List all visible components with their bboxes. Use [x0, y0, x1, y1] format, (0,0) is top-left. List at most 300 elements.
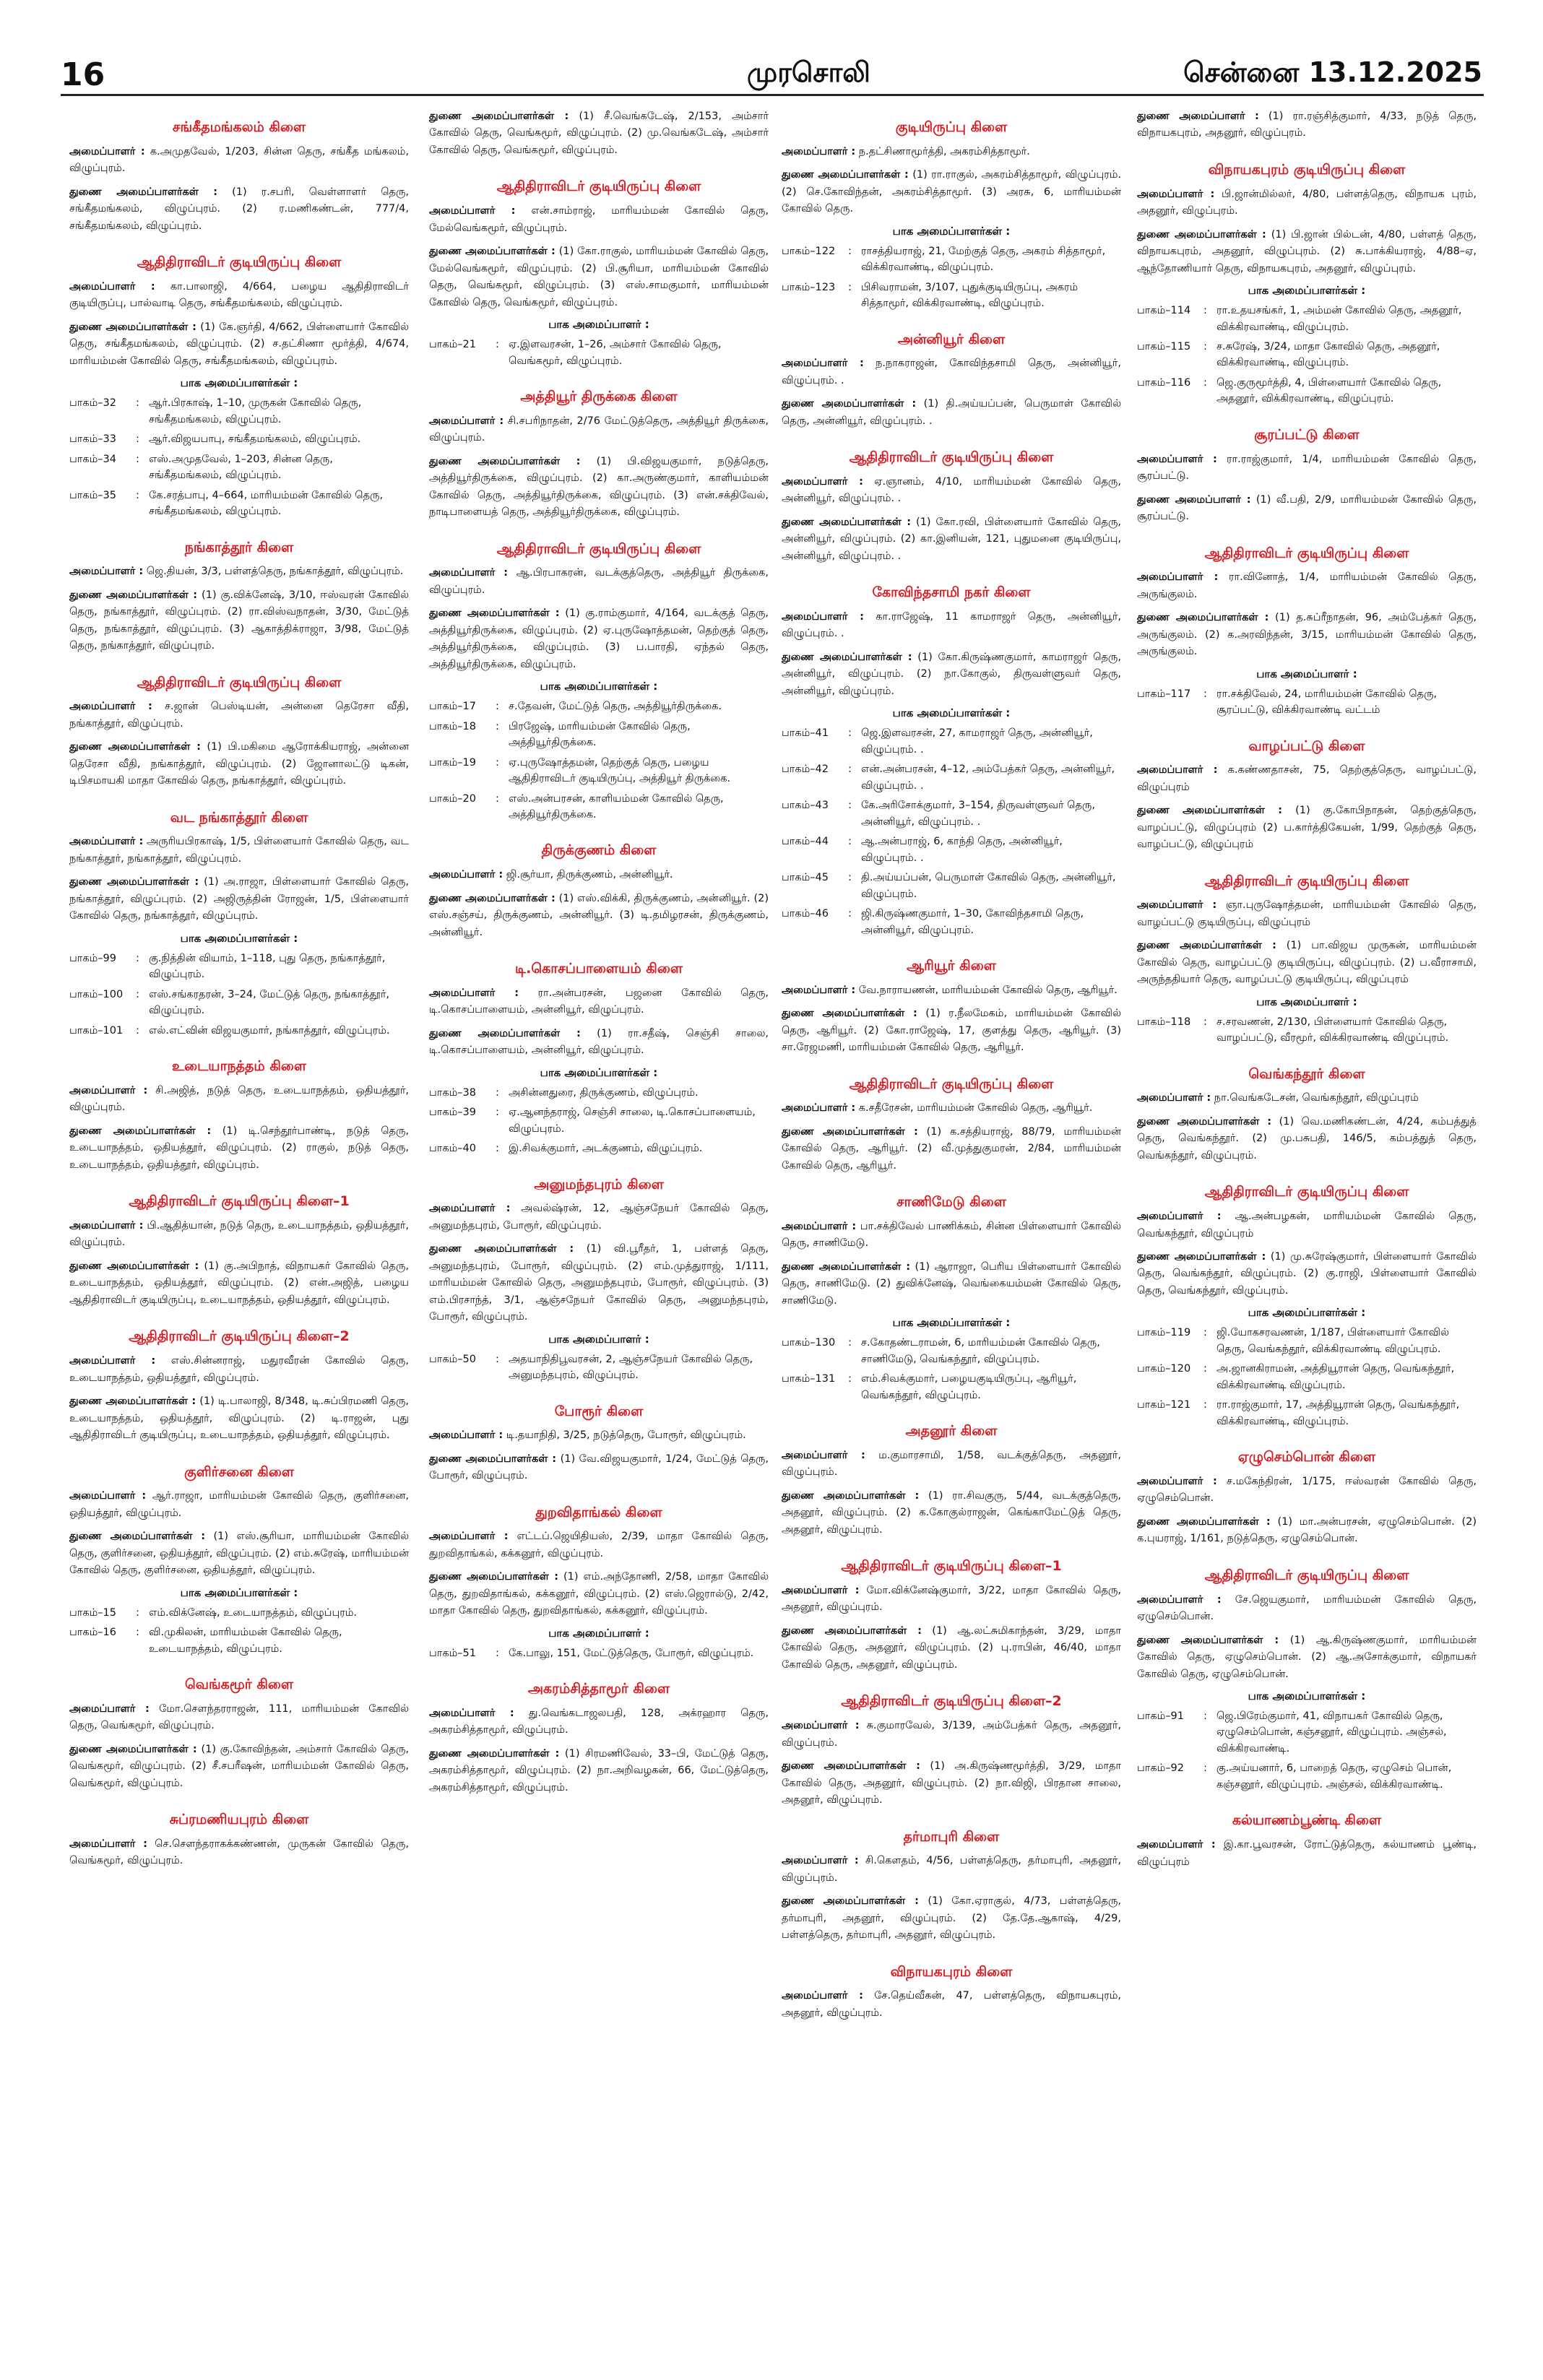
role-label: அமைப்பாளர் :: [782, 1720, 860, 1732]
branch-section: [429, 388, 769, 522]
role-label: துணை அமைப்பாளர்கள் :: [429, 455, 581, 467]
branch-title: ஆதிதிராவிடர் குடியிருப்பு கிளை: [1204, 873, 1409, 889]
branch-title: வட நங்காத்தூர் கிளை: [170, 809, 308, 826]
member-entry: [69, 1258, 409, 1309]
booth-row: [429, 1104, 769, 1137]
role-label: துணை அமைப்பாளர்கள் :: [69, 186, 218, 198]
member-details: (1) ரா.சதீஷ், செஞ்சி சாலை, டி.கொசப்பாளையம், அன்னியூர், விழுப்புரம்.: [429, 1027, 769, 1057]
branch-title: குளிர்சனை கிளை: [184, 1463, 294, 1480]
member-details: (1) கு.அபிநாத், விநாயகர் கோவில் தெரு, உடையாநத்தம், ஒதியத்தூர், விழுப்புரம். (2) என்.அஜித், பழைய ஆதிதிராவிடர் குடியிருப்பு, உடையாநத்தம், ஒதியத்தூர், விழுப்புரம்.: [69, 1260, 409, 1306]
booth-row: [429, 755, 769, 787]
member-entry: [782, 1718, 1121, 1752]
role-label: துணை அமைப்பாளர்கள் :: [69, 321, 196, 333]
booth-number: பாகம்–92: [1137, 1762, 1185, 1775]
member-entry: [69, 1083, 409, 1117]
role-label: அமைப்பாளர் :: [69, 145, 145, 157]
booth-colon: :: [496, 792, 499, 805]
member-details: (1) மா.அன்பரசன், ஏழுசெம்பொன். (2) க.புயராஜ், 1/161, நடுத்தெரு, ஏழுசெம்பொன்.: [1137, 1515, 1477, 1545]
member-entry: [782, 1893, 1121, 1944]
booth-organizer: ராசத்தியராஜ், 21, மேற்குத் தெரு, அகரம் சித்தாமூர், விக்கிரவாண்டி, விழுப்புரம்.: [861, 245, 1106, 274]
booth-colon: :: [848, 245, 852, 257]
member-details: பி.ஜான்மில்லர், 4/80, பள்ளத்தெரு, விநாயக புரம், அதனூர், விழுப்புரம்.: [1137, 188, 1477, 217]
member-details: (1) பி.மகிமை ஆரோக்கியராஜ், அன்னை தெரேசா வீதி, நங்காத்தூர், விழுப்புரம். (2) ஜோனாலட்டு டிகன், டிபிசமாயகி மாதா கோவில் தெரு, நங்காத்தூர், விழுப்புரம்.: [69, 741, 409, 787]
booth-row: [1137, 375, 1477, 407]
branch-title: ஆதிதிராவிடர் குடியிருப்பு கிளை: [1204, 545, 1409, 561]
role-label: அமைப்பாளர் :: [69, 280, 155, 293]
member-entry: [1137, 451, 1477, 485]
member-details: (1) கோ.ரவி, பிள்ளையார் கோவில் தெரு, அன்னியூர், விழுப்புரம். (2) கா.இனியன், 121, புதுமனை குடியிருப்பு, அன்னியூர், விழுப்புரம். .: [782, 516, 1121, 562]
booth-organizer: எம்.சிவக்குமார், பழையகுடியிருப்பு, ஆரியூர், வெங்கந்தூர், விழுப்புரம்.: [861, 1373, 1077, 1401]
member-entry: [69, 739, 409, 789]
booth-organizer: பிரஜேஷ், மாரியம்மன் கோவில் தெரு, அத்தியூர்திருக்கை.: [509, 720, 691, 749]
booth-number: பாகம்–50: [429, 1353, 477, 1365]
booth-colon: :: [1203, 1399, 1207, 1411]
booth-row: [69, 431, 409, 447]
member-entry: [1137, 1474, 1477, 1507]
booth-number: பாகம்–99: [69, 952, 117, 964]
member-entry: [429, 243, 769, 311]
booth-heading: பாக அமைப்பாளர்கள் :: [180, 376, 298, 390]
booth-number: பாகம்–32: [69, 397, 117, 410]
booth-organizer: அதயாநிதிபூவரசன், 2, ஆஞ்சநேயர் கோவில் தெரு, அனுமந்தபுரம், விழுப்புரம்.: [509, 1353, 753, 1382]
newspaper-name: முரசொலி: [747, 56, 870, 88]
member-details: (1) டி.பாலாஜி, 8/348, டி.சுப்பிரமணி தெரு, உடையாநத்தம், ஒதியத்தூர், விழுப்புரம். (2) டி.ராஜன், புது ஆதிதிராவிடர் குடியிருப்பு, உடையாநத்தம், ஒதியத்தூர், விழுப்புரம்.: [69, 1395, 409, 1442]
member-details: ஞா.புருஷோத்தமன், மாரியம்மன் கோவில் தெரு, வாழப்பட்டு குடியிருப்பு, விழுப்புரம்: [1137, 899, 1477, 928]
branch-section: [69, 254, 409, 519]
role-label: அமைப்பாளர் :: [429, 1429, 503, 1442]
member-entry: [429, 565, 769, 599]
branch-title: ஆதிதிராவிடர் குடியிருப்பு கிளை: [496, 540, 701, 557]
branch-section: [782, 1828, 1121, 1944]
booth-row: [782, 280, 1121, 312]
role-label: அமைப்பாளர் :: [782, 1585, 860, 1596]
member-entry: [429, 1569, 769, 1619]
member-entry: [1137, 1249, 1477, 1299]
member-entry: [1137, 1114, 1477, 1164]
member-entry: [69, 874, 409, 925]
booth-colon: :: [136, 453, 139, 465]
booth-row: [782, 797, 1121, 830]
role-label: துணை அமைப்பாளர்கள் :: [782, 398, 917, 410]
booth-organizer: கு.அய்யனார், 6, பாறைத் தெரு, ஏழுசெம் பொன், கஞ்சனூர், விழுப்புரம். அஞ்சல், விக்கிரவாண்டி.: [1216, 1762, 1452, 1791]
member-entry: [1137, 1208, 1477, 1242]
booth-row: [782, 870, 1121, 902]
member-entry: [69, 319, 409, 370]
role-label: அமைப்பாளர் :: [1137, 764, 1218, 776]
member-entry: [1137, 1632, 1477, 1683]
booth-colon: :: [848, 908, 852, 920]
role-label: அமைப்பாளர் :: [429, 869, 503, 881]
member-details: ச.ஜான் பெஸ்டியன், அன்னை தெரேசா வீதி, நங்காத்தூர், விழுப்புரம்.: [69, 701, 409, 730]
branch-title: உடையாநத்தம் கிளை: [171, 1058, 307, 1075]
booth-organizer: கே.அரிசோக்குமார், 3–154, திருவள்ளுவர் தெரு, அன்னியூர், விழுப்புரம். .: [861, 800, 1095, 828]
booth-heading: பாக அமைப்பாளர்கள் :: [180, 1585, 298, 1599]
booth-row: [69, 395, 409, 428]
booth-number: பாகம்–40: [429, 1143, 477, 1155]
member-details: (1) எம்.அந்தோணி, 2/58, மாதா கோவில் தெரு, துறவிதாங்கல், கக்கனூர், விழுப்புரம். (2) எஸ்.ஜெரால்டு, 2/42, மாதா கோவில் தெரு, துறவிதாங்கல், கக்கனூர், விழுப்புரம்.: [429, 1571, 769, 1617]
booth-heading: பாக அமைப்பாளர்கள் :: [540, 680, 658, 693]
member-details: மோ.விக்னேஷ்குமார், 3/22, மாதா கோவில் தெரு, அதனூர், விழுப்புரம்.: [782, 1585, 1121, 1614]
member-entry: [69, 144, 409, 178]
branch-section: [1137, 1567, 1477, 1793]
booth-organizer: எல்.எட்வின் விஜயகுமார், நங்காத்தூர், விழுப்புரம்.: [149, 1024, 390, 1037]
member-entry: [429, 413, 769, 447]
member-entry: [1137, 1592, 1477, 1626]
member-entry: [69, 1218, 409, 1252]
role-label: துணை அமைப்பாளர்கள் :: [782, 651, 912, 663]
member-entry: [782, 1124, 1121, 1174]
role-label: அமைப்பாளர் :: [69, 836, 144, 848]
branch-section: [1137, 426, 1477, 526]
booth-organizer: என்.அன்பரசன், 4–12, அம்பேத்கர் தெரு, அன்னியூர், விழுப்புரம். .: [861, 763, 1115, 792]
member-entry: [429, 867, 769, 883]
member-details: சி.சபரிநாதன், 2/76 மேட்டுத்தெரு, அத்தியூர் திருக்கை, விழுப்புரம்.: [429, 415, 769, 444]
booth-heading: பாக அமைப்பாளர்கள் :: [1248, 284, 1366, 298]
branch-title: ஆரியூர் கிளை: [907, 957, 996, 974]
booth-number: பாகம்–46: [782, 908, 829, 920]
branch-section: [429, 1176, 769, 1384]
member-details: (1) கோ.கிருஷ்ணகுமார், காமராஜர் தெரு, அன்னியூர், விழுப்புரம். (2) நா.கோகுல், திருவள்ளுவர் தெரு, அன்னியூர், விழுப்புரம்.: [782, 651, 1121, 697]
role-label: துணை அமைப்பாளர்கள் :: [429, 246, 556, 258]
booth-colon: :: [1203, 341, 1207, 353]
booth-organizer: அ.ஜானகிராமன், அத்தியூரான் தெரு, வெங்கந்தூர், விக்கிரவாண்டி விழுப்புரம்.: [1216, 1363, 1455, 1391]
booth-organizer: ரா.சக்திவேல், 24, மாரியம்மன் கோவில் தெரு, சூரப்பட்டு, விக்கிரவாண்டி வட்டம்: [1216, 688, 1438, 717]
role-label: துணை அமைப்பாளர்கள் :: [1137, 940, 1276, 952]
member-entry: [1137, 492, 1477, 526]
booth-colon: :: [496, 1647, 499, 1659]
branch-section: [1137, 1812, 1477, 1871]
role-label: துணை அமைப்பாளர்கள் :: [429, 1243, 574, 1255]
member-details: சி.கௌதம், 4/56, பள்ளத்தெரு, தர்மாபுரி, அதனூர், விழுப்புரம்.: [782, 1855, 1121, 1884]
booth-organizer: கு.நித்தின் வியாம், 1–118, புது தெரு, நங்காத்தூர், விழுப்புரம்.: [149, 952, 386, 981]
member-entry: [429, 108, 769, 159]
member-entry: [1137, 897, 1477, 931]
branch-title: அனுமந்தபுரம் கிளை: [534, 1176, 664, 1193]
member-entry: [782, 1623, 1121, 1674]
booth-number: பாகம்–18: [429, 720, 477, 732]
branch-section: [1137, 1065, 1477, 1165]
member-details: (1) வெ.மணிகண்டன், 4/24, கம்பத்துத் தெரு, வெங்கந்தூர். (2) மு.பசுபதி, 146/5, கம்பத்துத் தெரு, வெங்கந்தூர், விழுப்புரம்.: [1137, 1115, 1477, 1161]
branch-title: தர்மாபுரி கிளை: [903, 1828, 1000, 1845]
booth-heading: பாக அமைப்பாளர்கள் :: [1248, 1689, 1366, 1702]
member-details: ஏ.ஞானம், 4/10, மாரியம்மன் கோவில் தெரு, அன்னியூர், விழுப்புரம். .: [782, 475, 1121, 505]
branch-section: [69, 1193, 409, 1309]
branch-title: விநாயகபுரம் குடியிருப்பு கிளை: [1208, 161, 1406, 178]
member-details: (1) ர.சபரி, வெள்ளாளர் தெரு, சங்கீதமங்கலம், விழுப்புரம். (2) ர.மணிகண்டன், 777/4, சங்கீதமங்கலம், விழுப்புரம்.: [69, 186, 409, 232]
booth-number: பாகம்–130: [782, 1337, 836, 1349]
member-details: ந.தட்சிணாமூர்த்தி, அகரம்சித்தாமூர்.: [855, 145, 1030, 157]
branch-section: [1137, 161, 1477, 407]
member-details: சே.தெய்வீகன், 47, பள்ளத்தெரு, விநாயகபுரம், அதனூர், விழுப்புரம்.: [782, 1990, 1121, 2019]
booth-colon: :: [1203, 1710, 1207, 1722]
member-details: செ.சௌந்தராகக்கண்ணன், முருகன் கோவில் தெரு, வெங்கமூர், விழுப்புரம்.: [69, 1838, 409, 1867]
role-label: அமைப்பாளர் :: [782, 475, 863, 488]
member-details: (1) அ.ராஜா, பிள்ளையார் கோவில் தெரு, நங்காத்தூர், விழுப்புரம். (2) அஜிருத்தின் ரோஜன், 1/5, பிள்ளையார் கோவில் தெரு, நங்காத்தூர், விழுப்புரம்.: [69, 876, 409, 922]
role-label: அமைப்பாளர் :: [1137, 1839, 1216, 1851]
booth-organizer: எஸ்.அமுதவேல், 1–203, சின்ன தெரு, சங்கீதமங்கலம், விழுப்புரம்.: [149, 453, 333, 482]
role-label: துணை அமைப்பாளர்கள் :: [429, 1453, 557, 1465]
role-label: துணை அமைப்பாளர்கள் :: [1137, 1515, 1271, 1528]
branch-section: [1137, 1183, 1477, 1429]
branch-section: [69, 1811, 409, 1870]
role-label: துணை அமைப்பாளர்கள் :: [429, 1747, 560, 1760]
member-details: (1) சிரமணிவேல், 33–பி, மேட்டுத் தெரு, அகரம்சித்தாமூர், விழுப்புரம். (2) நா.அறிவழகன், 66, மேட்டுத்தெரு, அகரம்சித்தாமூர், விழுப்புரம்.: [429, 1747, 769, 1793]
member-details: (1) ரா.சிவகுரு, 5/44, வடக்குத்தெரு, அதனூர், விழுப்புரம். (2) க.கோகுல்ராஜன், கெங்காமேட்டுத் தெரு, அதனூர், விழுப்புரம்.: [782, 1489, 1121, 1536]
branch-section: [782, 449, 1121, 565]
member-details: (1) கு.விக்னேஷ், 3/10, ஈஸ்வரன் கோவில் தெரு, நங்காத்தூர், விழுப்புரம். (2) ரா.விஸ்வநாதன், 3/30, மேட்டுத் தெரு, நங்காத்தூர், விழுப்புரம். (3) ஆகாத்திக்ராஜா, 3/98, மேட்டுத் தெரு, நங்காத்தூர், விழுப்புரம்.: [69, 589, 409, 652]
booth-organizer: ஜெ.பிரேம்குமார், 41, விநாயகர் கோவில் தெரு, ஏழுசெம்பொன், கஞ்சனூர், விழுப்புரம். அஞ்சல், விக்கிரவாண்டி.: [1216, 1710, 1447, 1754]
branch-section: [69, 118, 409, 235]
booth-row: [782, 1335, 1121, 1367]
booth-organizer: ச.கோதண்டராமன், 6, மாரியம்மன் கோவில் தெரு, சாணிமேடு, வெங்கந்தூர், விழுப்புரம்.: [861, 1337, 1100, 1365]
member-entry: [782, 1583, 1121, 1617]
booth-organizer: ஆர்.விஜயபாபு, சங்கீதமங்கலம், விழுப்புரம்.: [149, 433, 361, 446]
booth-organizer: ஏ.இளவரசன், 1–26, அம்சார் கோவில் தெரு, வெங்கமூர், விழுப்புரம்.: [509, 339, 722, 367]
booth-colon: :: [1203, 1016, 1207, 1028]
branch-section: [782, 1692, 1121, 1809]
member-details: என்.சாம்ராஜ், மாரியம்மன் கோவில் தெரு, மேல்வெங்கமூர், விழுப்புரம்.: [429, 205, 769, 234]
role-label: துணை அமைப்பாளர்கள் :: [69, 876, 199, 888]
booth-colon: :: [496, 339, 499, 351]
booth-heading: பாக அமைப்பாளர் :: [548, 318, 649, 332]
member-details: பா.சக்திவேல் பாணிக்கம், சின்ன பிள்ளையார் கோவில் தெரு, சாணிமேடு.: [782, 1220, 1121, 1250]
branch-title: கல்யாணம்பூண்டி கிளை: [1232, 1812, 1382, 1829]
role-label: அமைப்பாளர் :: [782, 610, 864, 623]
booth-organizer: எஸ்.சங்கரதரன், 3–24, மேட்டுத் தெரு, நங்காத்தூர், விழுப்புரம்.: [149, 988, 390, 1017]
member-details: ரா.வினோத், 1/4, மாரியம்மன் கோவில் தெரு, அருங்குலம்.: [1137, 571, 1477, 600]
booth-organizer: ஏ.புருஷோத்தமன், தெற்குத் தெரு, பழைய ஆதிதிராவிடர் குடியிருப்பு, அத்தியூர் திருக்கை.: [509, 756, 731, 785]
branch-title: ஆதிதிராவிடர் குடியிருப்பு கிளை: [137, 254, 342, 271]
member-details: இ.கா.பூவரசன், ரோட்டுத்தெரு, கல்யாணம் பூண்டி, விழுப்புரம்: [1137, 1839, 1477, 1868]
member-entry: [69, 279, 409, 313]
booth-row: [429, 1351, 769, 1384]
column-3: [782, 108, 1121, 2369]
role-label: துணை அமைப்பாளர்கள் :: [1137, 228, 1266, 241]
member-entry: [69, 587, 409, 655]
member-entry: [1137, 610, 1477, 660]
booth-organizer: எஸ்.அன்பரசன், காளியம்மன் கோவில் தெரு, அத்தியூர்திருக்கை.: [509, 792, 724, 821]
branch-section: [429, 1403, 769, 1485]
member-entry: [1137, 186, 1477, 220]
member-details: ரா.ராஜ்குமார், 1/4, மாரியம்மன் கோவில் தெரு, சூரப்பட்டு.: [1137, 453, 1477, 483]
role-label: அமைப்பாளர் :: [429, 205, 516, 217]
booth-row: [1137, 303, 1477, 335]
branch-title: துறவிதாங்கல் கிளை: [535, 1504, 662, 1520]
branch-title: ஆதிதிராவிடர் குடியிருப்பு கிளை–1: [841, 1558, 1062, 1575]
member-entry: [429, 605, 769, 673]
branch-section: [429, 540, 769, 823]
member-entry: [429, 1528, 769, 1562]
branch-section: [69, 1463, 409, 1658]
member-details: டி.தயாநிதி, 3/25, நடுத்தெரு, போரூர், விழுப்புரம்.: [503, 1429, 746, 1442]
member-details: (1) ரா.ராகுல், அகரம்சித்தாமூர், விழுப்புரம். (2) செ.கோவிந்தன், அகரம்சித்தாமூர். (3) அரசு, 6, மாரியம்மன் கோவில் தெரு.: [782, 169, 1121, 215]
booth-organizer: தி.அய்யப்பன், பெருமாள் கோவில் தெரு, அன்னியூர், விழுப்புரம்.: [861, 872, 1116, 900]
branch-title: போரூர் கிளை: [554, 1403, 644, 1419]
member-entry: [782, 1853, 1121, 1887]
booth-number: பாகம்–33: [69, 433, 117, 446]
booth-number: பாகம்–120: [1137, 1363, 1191, 1375]
booth-organizer: ரா.உதயசங்கர், 1, அம்மன் கோவில் தெரு, அதனூர், விக்கிரவாண்டி, விழுப்புரம்.: [1216, 305, 1462, 333]
booth-number: பாகம்–45: [782, 872, 829, 884]
member-details: (1) அ.கிருஷ்ணமூர்த்தி, 3/29, மாதா கோவில் தெரு, அதனூர், விழுப்புரம். (2) நா.விஜி, பிரதான சாலை, அதனூர், விழுப்புரம்.: [782, 1760, 1121, 1806]
role-label: அமைப்பாளர் :: [1137, 1092, 1211, 1104]
booth-colon: :: [848, 836, 852, 848]
branch-section: [782, 1963, 1121, 2022]
booth-organizer: ரா.ராஜ்குமார், 17, அத்தியூரான் தெரு, வெங்கந்தூர், விக்கிரவாண்டி, விழுப்புரம்.: [1216, 1399, 1460, 1427]
member-details: (1) த.சுப்ரீநாதன், 96, அம்பேத்கர் தெரு, அருங்குலம். (2) க.அரவிந்தன், 3/15, மாரியம்மன் கோவில் தெரு, அருங்குலம்.: [1137, 612, 1477, 658]
role-label: அமைப்பாளர் :: [69, 1084, 148, 1096]
member-entry: [69, 184, 409, 235]
member-details: (1) டி.செந்தூர்பாண்டி, நடுத் தெரு, உடையாநத்தம், ஒதியத்தூர், விழுப்புரம். (2) ராகுல், நடுத் தெரு, உடையாநத்தம், ஒதியத்தூர், விழுப்புரம்.: [69, 1125, 409, 1171]
booth-organizer: பிசிவராமன், 3/107, புதுக்குடியிருப்பு, அகரம் சித்தாமூர், விக்கிரவாண்டி, விழுப்புரம்.: [861, 281, 1079, 310]
booth-colon: :: [848, 727, 852, 740]
booth-organizer: இ.சிவக்குமார், அடக்குணம், விழுப்புரம்.: [509, 1143, 703, 1155]
booth-colon: :: [1203, 1363, 1207, 1375]
booth-colon: :: [1203, 376, 1207, 389]
branch-title: டி.கொசப்பாளையம் கிளை: [515, 961, 683, 977]
branch-section: [1137, 873, 1477, 1047]
branch-title: ஆதிதிராவிடர் குடியிருப்பு கிளை: [1204, 1567, 1409, 1583]
booth-colon: :: [136, 1606, 139, 1619]
booth-row: [782, 906, 1121, 938]
branch-section: [429, 960, 769, 1157]
role-label: துணை அமைப்பாளர்கள் :: [69, 1743, 197, 1755]
member-entry: [782, 1219, 1121, 1252]
branch-title: ஆதிதிராவிடர் குடியிருப்பு கிளை: [849, 449, 1054, 466]
booth-number: பாகம்–121: [1137, 1399, 1191, 1411]
member-entry: [429, 891, 769, 941]
booth-row: [69, 1624, 409, 1657]
booth-row: [69, 1605, 409, 1621]
booth-organizer: ஜெ.இளவரசன், 27, காமராஜர் தெரு, அன்னியூர், விழுப்புரம். .: [861, 727, 1093, 756]
booth-number: பாகம்–100: [69, 988, 124, 1000]
booth-organizer: ஆர்.பிரகாஷ், 1–10, முருகன் கோவில் தெரு, சங்கீதமங்கலம், விழுப்புரம்.: [149, 397, 362, 425]
branch-section: [782, 1422, 1121, 1539]
booth-organizer: அசின்னதுரை, திருக்குணம், விழுப்புரம்.: [509, 1086, 699, 1099]
booth-row: [1137, 339, 1477, 371]
role-label: துணை அமைப்பாளர்கள் :: [782, 1624, 922, 1637]
column-2: [429, 108, 769, 2369]
branch-title: ஆதிதிராவிடர் குடியிருப்பு கிளை: [1204, 1184, 1409, 1200]
branch-section: [782, 1193, 1121, 1403]
booth-colon: :: [848, 1337, 852, 1349]
booth-colon: :: [136, 397, 139, 410]
booth-number: பாகம்–118: [1137, 1016, 1191, 1028]
branch-title: ஆதிதிராவிடர் குடியிருப்பு கிளை–1: [129, 1193, 350, 1210]
branch-title: சாணிமேடு கிளை: [896, 1194, 1006, 1211]
role-label: துணை அமைப்பாளர்கள் :: [782, 1489, 920, 1502]
member-details: (1) ர.நீலமேகம், மாரியம்மன் கோவில் தெரு, ஆரியூர். (2) கோ.ராஜேஷ், 17, குளத்து தெரு, ஆரியூர். (3) சா.ரேஜமணி, மாரியம்மன் கோவில் தெரு, ஆரியூர்.: [782, 1008, 1121, 1054]
booth-colon: :: [136, 988, 139, 1000]
branch-section: [69, 539, 409, 655]
member-details: நா.வெங்கடேசன், வெங்கந்தூர், விழுப்புரம்: [1211, 1092, 1419, 1104]
header-rule: [61, 94, 1484, 96]
role-label: அமைப்பாளர் :: [1137, 571, 1219, 584]
member-details: கா.ராஜேஷ், 11 காமராஜர் தெரு, அன்னியூர், விழுப்புரம். .: [782, 610, 1121, 640]
column-1: [69, 108, 409, 2369]
branch-title: ஆதிதிராவிடர் குடியிருப்பு கிளை: [496, 178, 701, 195]
booth-number: பாகம்–115: [1137, 341, 1191, 353]
branch-section: [429, 178, 769, 369]
branch-section: [69, 674, 409, 790]
branch-section: [782, 331, 1121, 430]
role-label: அமைப்பாளர் :: [429, 415, 504, 427]
member-details: வே.நாராயணன், மாரியம்மன் கோவில் தெரு, ஆரியூர்.: [855, 984, 1118, 996]
branch-title: சங்கீதமங்கலம் கிளை: [172, 119, 306, 135]
member-details: ஆ.அன்பழகன், மாரியம்மன் கோவில் தெரு, வெங்கந்தூர், விழுப்புரம்: [1137, 1211, 1477, 1239]
member-entry: [782, 396, 1121, 430]
member-entry: [69, 1741, 409, 1792]
member-entry: [782, 1758, 1121, 1809]
member-entry: [782, 1448, 1121, 1481]
booth-row: [69, 451, 409, 484]
booth-row: [782, 834, 1121, 866]
role-label: துணை அமைப்பாளர்கள் :: [69, 1125, 212, 1137]
role-label: அமைப்பாளர் :: [1137, 1211, 1222, 1223]
member-details: ரா.அன்பரசன், பஜனை கோவில் தெரு, டி.கொசப்பாளையம், அன்னியூர், விழுப்புரம்.: [429, 987, 769, 1016]
booth-row: [1137, 1708, 1477, 1757]
member-entry: [782, 355, 1121, 389]
member-details: ச.மகேந்திரன், 1/175, ஈஸ்வரன் கோவில் தெரு, ஏழுசெம்பொன்.: [1137, 1475, 1477, 1505]
role-label: துணை அமைப்பாளர் :: [1137, 493, 1251, 506]
role-label: அமைப்பாளர் :: [69, 1490, 147, 1502]
branch-title: வாழப்பட்டு கிளை: [1248, 737, 1365, 754]
branch-title: ஏழுசெம்பொன் கிளை: [1237, 1449, 1376, 1466]
branch-title: வெங்கமூர் கிளை: [184, 1676, 294, 1693]
member-details: க.அமுதவேல், 1/203, சின்ன தெரு, சங்கீத மங்கலம், விழுப்புரம்.: [69, 145, 409, 175]
member-details: ஜி.சூர்யா, திருக்குணம், அன்னியூர்.: [503, 869, 673, 881]
booth-organizer: ஜி.யோகசரவணன், 1/187, பிள்ளையார் கோவில் தெரு, வெங்கந்தூர், விக்கிரவாண்டி விழுப்புரம்.: [1216, 1327, 1450, 1355]
member-details: து.வெங்கடாஜலபதி, 128, அக்ரஹார தெரு, அகரம்சித்தாமூர், விழுப்புரம்.: [429, 1708, 769, 1736]
branch-title: குடியிருப்பு கிளை: [895, 119, 1008, 135]
member-details: சே.ஜெயகுமார், மாரியம்மன் கோவில் தெரு, ஏழுசெம்பொன்.: [1137, 1593, 1477, 1623]
member-entry: [1137, 1514, 1477, 1548]
booth-number: பாகம்–114: [1137, 305, 1191, 317]
role-label: அமைப்பாளர் :: [429, 987, 519, 999]
branch-section: [1137, 108, 1477, 142]
booth-number: பாகம்–35: [69, 489, 117, 501]
role-label: துணை அமைப்பாளர்கள் :: [69, 741, 201, 753]
branch-section: [429, 841, 769, 941]
branch-section: [1137, 545, 1477, 719]
member-details: சி.அஜித், நடுத் தெரு, உடையாநத்தம், ஒதியத்தூர், விழுப்புரம்.: [69, 1084, 409, 1114]
member-details: (1) வீ.பதி, 2/9, மாரியம்மன் கோவில் தெரு, சூரப்பட்டு.: [1137, 493, 1477, 523]
branch-title: நங்காத்தூர் கிளை: [184, 539, 294, 555]
booth-number: பாகம்–122: [782, 245, 836, 257]
branch-title: சுப்ரமணியபுரம் கிளை: [169, 1812, 309, 1828]
member-details: (1) பா.விஜய முருகன், மாரியம்மன் கோவில் தெரு, வாழப்பட்டு குடியிருப்பு, விழுப்புரம். (2) ப.வீராசாமி, அருந்ததியார் தெரு, வாழப்பட்டு குடியிருப்பு, விழுப்புரம்: [1137, 940, 1477, 986]
booth-row: [1137, 686, 1477, 719]
member-details: (1) கே.ஞர்தி, 4/662, பிள்ளையார் கோவில் தெரு, சங்கீதமங்கலம், விழுப்புரம். (2) ச.தட்சிணா மூர்த்தி, 4/674, மாரியம்மன் கோவில் தெரு, சங்கீதமங்கலம், விழுப்புரம்.: [69, 321, 409, 367]
member-entry: [1137, 802, 1477, 853]
booth-colon: :: [1203, 1762, 1207, 1775]
member-entry: [1137, 569, 1477, 603]
booth-organizer: ஜி.கிருஷ்ணகுமார், 1–30, கோவிந்தசாமி தெரு, அன்னியூர், விழுப்புரம்.: [861, 908, 1084, 936]
member-details: (1) கோ.ராகுல், மாரியம்மன் கோவில் தெரு, மேல்வெங்கமூர், விழுப்புரம். (2) பி.சூரியா, மாரியம்மன் கோவில் தெரு, வெங்கமூர், விழுப்புரம். (3) எஸ்.சாமகுமார், மாரியம்மன் கோவில் தெரு, வெங்கமூர், விழுப்புரம்.: [429, 246, 769, 308]
role-label: துணை அமைப்பாளர் :: [1137, 111, 1259, 122]
member-details: (1) கு.கோபிநாதன், தெற்குத்தெரு, வாழப்பட்டு, விழுப்புரம் (2) ப.கார்த்திகேயன், 1/99, தெற்குத் தெரு, வாழப்பட்டு, விழுப்புரம்: [1137, 805, 1477, 851]
booth-row: [782, 243, 1121, 276]
member-details: (1) ஆ.லட்சுமிகாந்தன், 3/29, மாதா கோவில் தெரு, அதனூர், விழுப்புரம். (2) பு.ராபின், 46/40, மாதா கோவில் தெரு, அதனூர், விழுப்புரம்.: [782, 1624, 1121, 1671]
member-entry: [782, 649, 1121, 700]
booth-row: [429, 337, 769, 369]
member-entry: [69, 1528, 409, 1579]
branch-title: அகரம்சித்தாமூர் கிளை: [527, 1681, 670, 1697]
member-details: ஆ.பிரபாகரன், வடக்குத்தெரு, அத்தியூர் திருக்கை, விழுப்புரம்.: [429, 567, 769, 596]
branch-title: அதனூர் கிளை: [905, 1423, 998, 1440]
member-details: ந.நாகராஜன், கோவிந்தசாமி தெரு, அன்னியூர், விழுப்புரம். .: [782, 358, 1121, 386]
role-label: துணை அமைப்பாளர்கள் :: [1137, 1634, 1279, 1646]
